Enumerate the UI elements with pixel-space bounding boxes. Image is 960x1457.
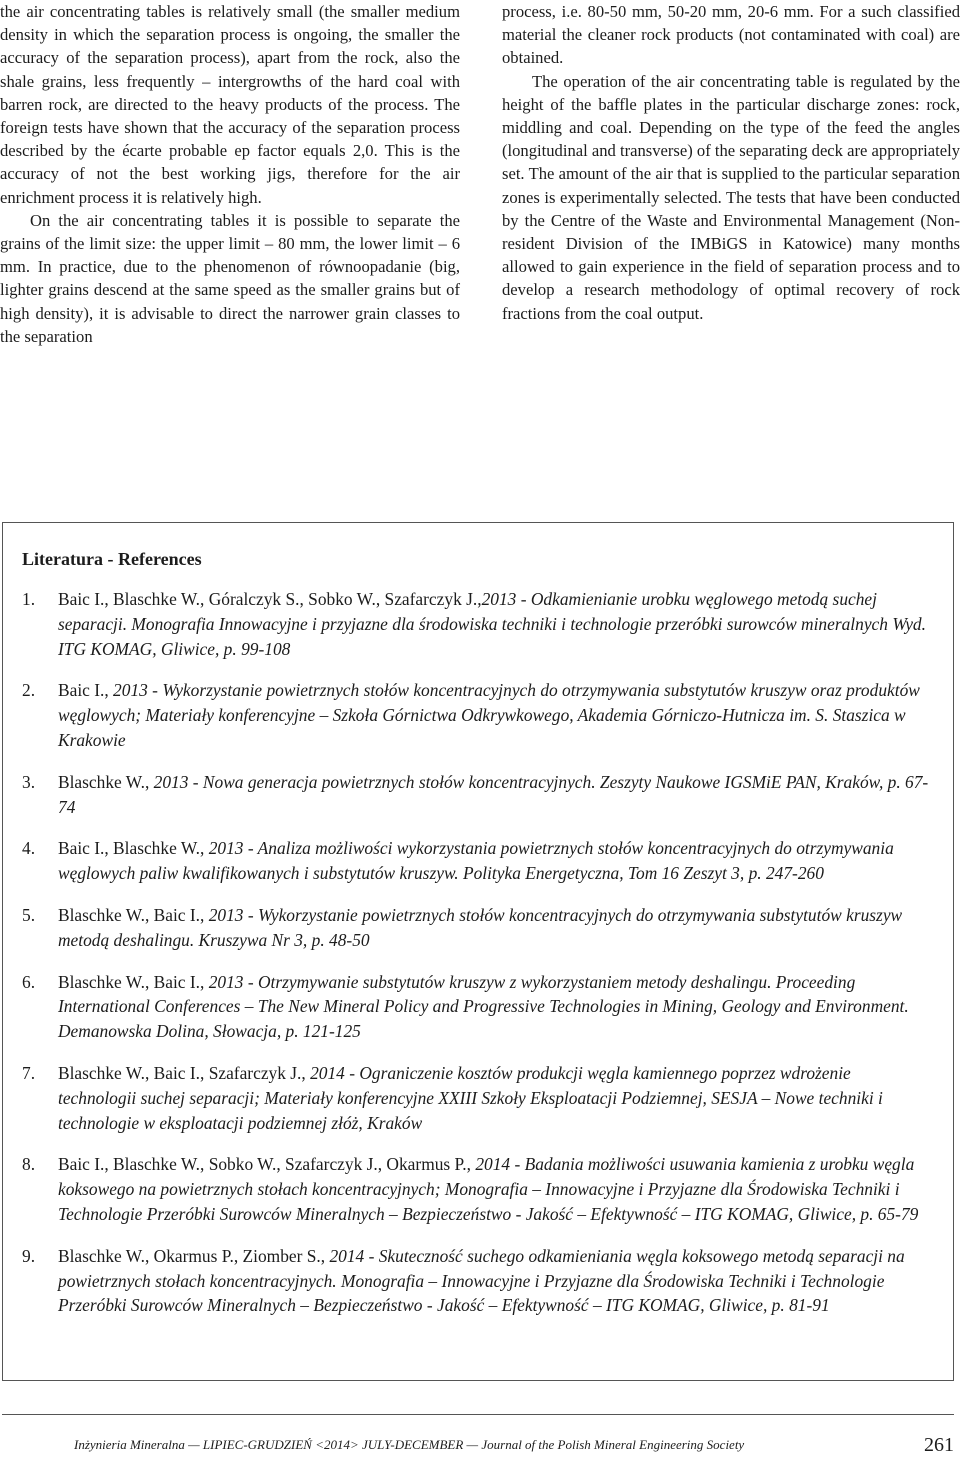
references-box bbox=[2, 522, 954, 1381]
references-title: Literatura - References bbox=[22, 549, 202, 569]
reference-number: 4. bbox=[22, 838, 36, 859]
reference-number: 7. bbox=[22, 1062, 36, 1083]
reference-body: 2013 - Wykorzystanie powietrznych stołów koncentracyjnych do otrzymywania substytutów kruszyw metodą deshalingu. Kruszywa Nr 3, p. 48-50 bbox=[58, 904, 903, 950]
reference-authors: Blaschke W., bbox=[58, 771, 150, 792]
reference-body: 2014 - Skuteczność suchego odkamieniania węgla koksowego metodą separacji na powietrznych stołach koncentracyjnych. Monografia – Innowacyjne i Przyjazne dla Środowiska Techniki i Technologie Przeróbki Surowców Mineralnych – Bezpieczeństwo - Jakość – Efektywność – ITG KOMAG, Gliwice, p. 81-91 bbox=[58, 1245, 905, 1316]
reference-text bbox=[58, 838, 894, 883]
reference-item bbox=[22, 770, 932, 820]
reference-item bbox=[22, 1244, 932, 1318]
reference-number: 5. bbox=[22, 904, 36, 925]
reference-item bbox=[22, 903, 932, 953]
reference-body: 2013 - Otrzymywanie substytutów kruszyw z wykorzystaniem metody deshalingu. Proceeding International Conferences – The New Mineral Policy and Progressive Technologies in Mining, Geology and Environment. Demanowska Dolina, Słowacja, p. 121-125 bbox=[58, 971, 909, 1042]
reference-authors: Baic I., bbox=[58, 680, 109, 701]
reference-authors: Blaschke W., Baic I., bbox=[58, 904, 205, 925]
reference-authors: Blaschke W., Baic I., Szafarczyk J., bbox=[58, 1062, 306, 1083]
reference-number: 1. bbox=[22, 589, 36, 609]
reference-authors: Blaschke W., Baic I., bbox=[58, 971, 205, 992]
reference-item bbox=[22, 587, 932, 661]
reference-authors: Blaschke W., Okarmus P., Ziomber S., bbox=[58, 1245, 326, 1266]
references-list bbox=[22, 587, 932, 1335]
reference-text bbox=[58, 1063, 883, 1133]
reference-body: 2013 - Odkamienianie urobku węglowego metodą suchej separacji. Monografia Innowacyjne i przyjazne dla środowiska techniki i technologie przeróbki surowców mineralnych Wyd. ITG KOMAG, Gliwice, p. 99-108 bbox=[58, 589, 926, 659]
reference-item bbox=[22, 836, 932, 886]
reference-text bbox=[58, 589, 926, 659]
reference-number: 2. bbox=[22, 680, 36, 701]
reference-text bbox=[58, 1246, 905, 1316]
right-paragraph-1: process, i.e. 80-50 mm, 50-20 mm, 20-6 mm. For a such classified material the cleaner rock products (not contaminated with coal) are obtained. bbox=[502, 2, 960, 68]
footer-divider bbox=[2, 1414, 954, 1415]
right-text-column bbox=[502, 0, 960, 325]
reference-item bbox=[22, 1061, 932, 1135]
reference-number: 8. bbox=[22, 1154, 36, 1175]
reference-item bbox=[22, 1152, 932, 1226]
reference-text bbox=[58, 972, 909, 1042]
reference-item bbox=[22, 970, 932, 1044]
reference-text bbox=[58, 905, 902, 950]
left-text-column bbox=[0, 0, 460, 348]
page-number: 261 bbox=[924, 1434, 954, 1456]
reference-body: 2013 - Wykorzystanie powietrznych stołów koncentracyjnych do otrzymywania substytutów kruszyw oraz produktów węglowych; Materiały konferencyjne – Szkoła Górnictwa Odkrywkowego, Akademia Górniczo-Hutnicza im. S. Staszica w Krakowie bbox=[58, 680, 920, 750]
reference-authors: Baic I., Blaschke W., Sobko W., Szafarczyk J., Okarmus P., bbox=[58, 1154, 471, 1175]
reference-body: 2014 - Ograniczenie kosztów produkcji węgla kamiennego poprzez wdrożenie technologii suchej separacji; Materiały konferencyjne XXIII Szkoły Eksploatacji Podziemnej, SESJA – Nowe techniki i technologie w eksploatacji podziemnej złóż, Kraków bbox=[58, 1062, 883, 1133]
left-paragraph-2: On the air concentrating tables it is possible to separate the grains of the limit size: the upper limit – 80 mm, the lower limit – 6 mm. In practice, due to the phenomenon of równoopadanie (big, lighter grains descend at the same speed as the smaller grains but of high density), it is advisable to direct the narrower grain classes to the separation bbox=[0, 210, 460, 346]
reference-number: 9. bbox=[22, 1245, 36, 1266]
reference-item bbox=[22, 678, 932, 752]
reference-body: 2014 - Badania możliwości usuwania kamienia z urobku węgla koksowego na powietrznych stołach koncentracyjnych; Monografia – Innowacyjne i Przyjazne dla Środowiska Techniki i Technologie Przeróbki Surowców Mineralnych – Bezpieczeństwo - Jakość – Efektywność – ITG KOMAG, Gliwice, p. 65-79 bbox=[58, 1154, 919, 1224]
reference-body: 2013 - Analiza możliwości wykorzystania powietrznych stołów koncentracyjnych do otrzymywania węglowych paliw kwalifikowanych i substytutów kruszyw. Polityka Energetyczna, Tom 16 Zeszyt 3, p. 247-260 bbox=[58, 838, 894, 884]
reference-authors: Baic I., Blaschke W., Góralczyk S., Sobko W., Szafarczyk J., bbox=[58, 589, 482, 609]
reference-number: 6. bbox=[22, 971, 36, 992]
reference-number: 3. bbox=[22, 771, 36, 792]
journal-footer: Inżynieria Mineralna — LIPIEC-GRUDZIEŃ <2014> JULY-DECEMBER — Journal of the Polish Mineral Engineering Society bbox=[74, 1437, 745, 1452]
reference-authors: Baic I., Blaschke W., bbox=[58, 838, 205, 859]
reference-text bbox=[58, 772, 928, 817]
reference-text bbox=[58, 1154, 918, 1224]
right-paragraph-2: The operation of the air concentrating table is regulated by the height of the baffle plates in the particular discharge zones: rock, middling and coal. Depending on the type of the feed the angles (longitudinal and transverse) of the separating deck are appropriately set. The amount of the air that is supplied to the particular separation zones is experimentally selected. The tests that have been conducted by the Centre of the Waste and Environmental Management (Non-resident Division of the IMBiGS in Katowice) many months allowed to gain experience in the field of separation process and to develop a research methodology of optimal recovery of rock fractions from the coal output. bbox=[502, 71, 960, 323]
reference-text bbox=[58, 680, 920, 750]
left-paragraph-1: the air concentrating tables is relatively small (the smaller medium density in which the separation process is ongoing, the smaller the accuracy of the separation process), apart from the rock, also the shale grains, less frequently – intergrowths of the hard coal with barren rock, are directed to the heavy products of the process. The foreign tests have shown that the accuracy of the separation process described by the écarte probable ep factor equals 2,0. This is the accuracy of not the best working jigs, therefore for the air enrichment process it is relatively high. bbox=[0, 2, 460, 207]
reference-body: 2013 - Nowa generacja powietrznych stołów koncentracyjnych. Zeszyty Naukowe IGSMiE PAN, Kraków, p. 67-74 bbox=[58, 771, 929, 817]
